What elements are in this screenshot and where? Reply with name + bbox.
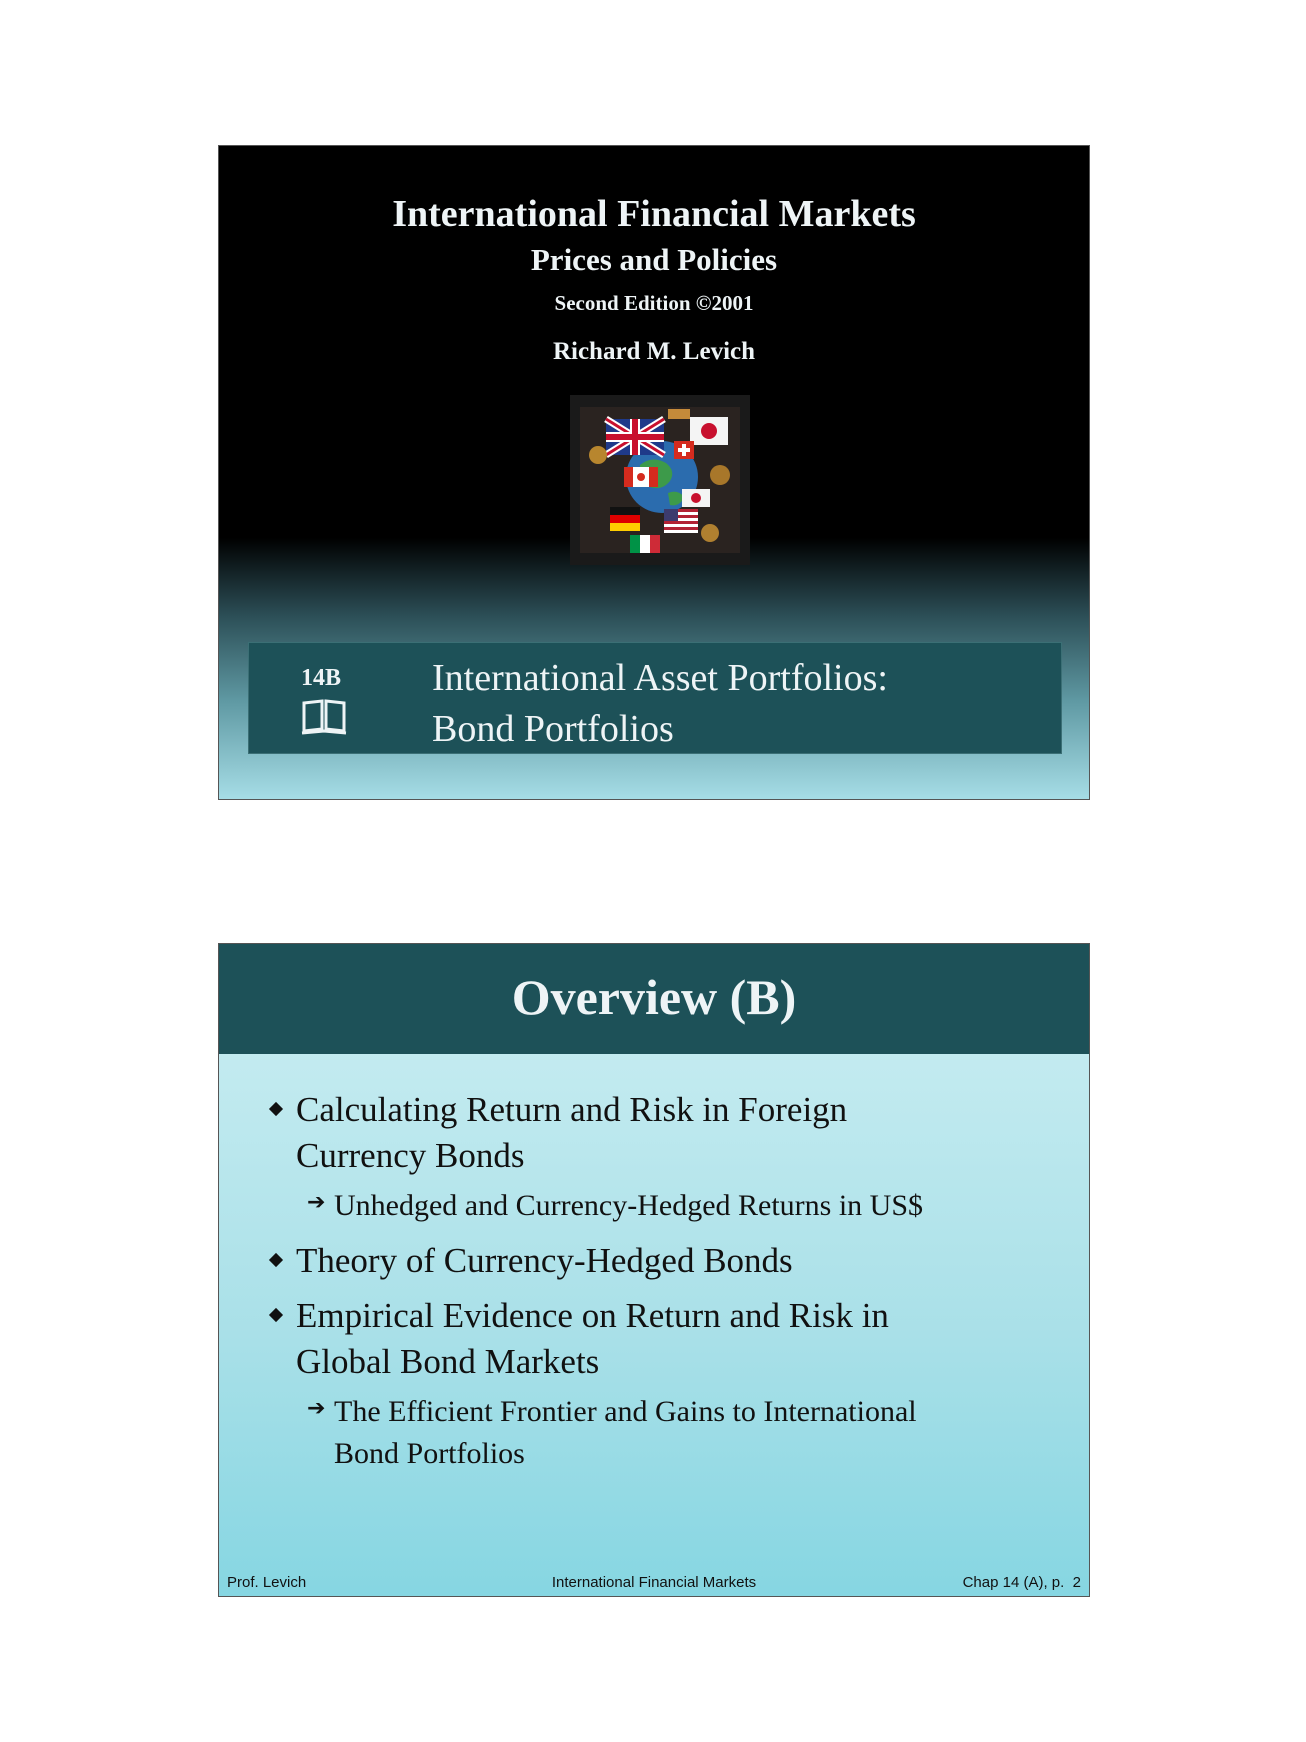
slide-title: Overview (B) [511, 969, 797, 1025]
title-slide [218, 145, 1090, 800]
overview-slide [218, 943, 1090, 1597]
open-book-icon [300, 699, 348, 735]
bullet-item: Calculating Return and Risk in Foreign Currency Bonds [296, 1090, 848, 1175]
chapter-banner [248, 642, 1062, 754]
arrow-bullet-icon: ➔ [307, 1190, 326, 1215]
diamond-bullet-icon [269, 1102, 283, 1116]
book-subtitle: Prices and Policies [530, 242, 778, 277]
footer-course: International Financial Markets [551, 1574, 757, 1591]
chapter-title: International Asset Portfolios: Bond Portfolios [432, 657, 888, 750]
chapter-number: 14B [301, 665, 342, 691]
diamond-bullet-icon [269, 1308, 283, 1322]
author-name: Richard M. Levich [552, 338, 756, 365]
sub-bullet-item: The Efficient Frontier and Gains to International Bond Portfolios [334, 1395, 917, 1470]
slide-header [219, 944, 1089, 1054]
bullet-item: Theory of Currency-Hedged Bonds [296, 1241, 793, 1280]
bullet-item: Empirical Evidence on Return and Risk in Global Bond Markets [296, 1296, 889, 1381]
edition-label: Second Edition ©2001 [554, 291, 754, 315]
arrow-bullet-icon: ➔ [307, 1396, 326, 1421]
footer-author: Prof. Levich [227, 1574, 307, 1591]
footer-page: Chap 14 (A), p. 2 [962, 1574, 1081, 1591]
sub-bullet-item: Unhedged and Currency-Hedged Returns in US$ [334, 1189, 924, 1222]
flags-globe-logo-icon [570, 395, 750, 565]
diamond-bullet-icon [269, 1253, 283, 1267]
book-title: International Financial Markets [392, 193, 916, 235]
